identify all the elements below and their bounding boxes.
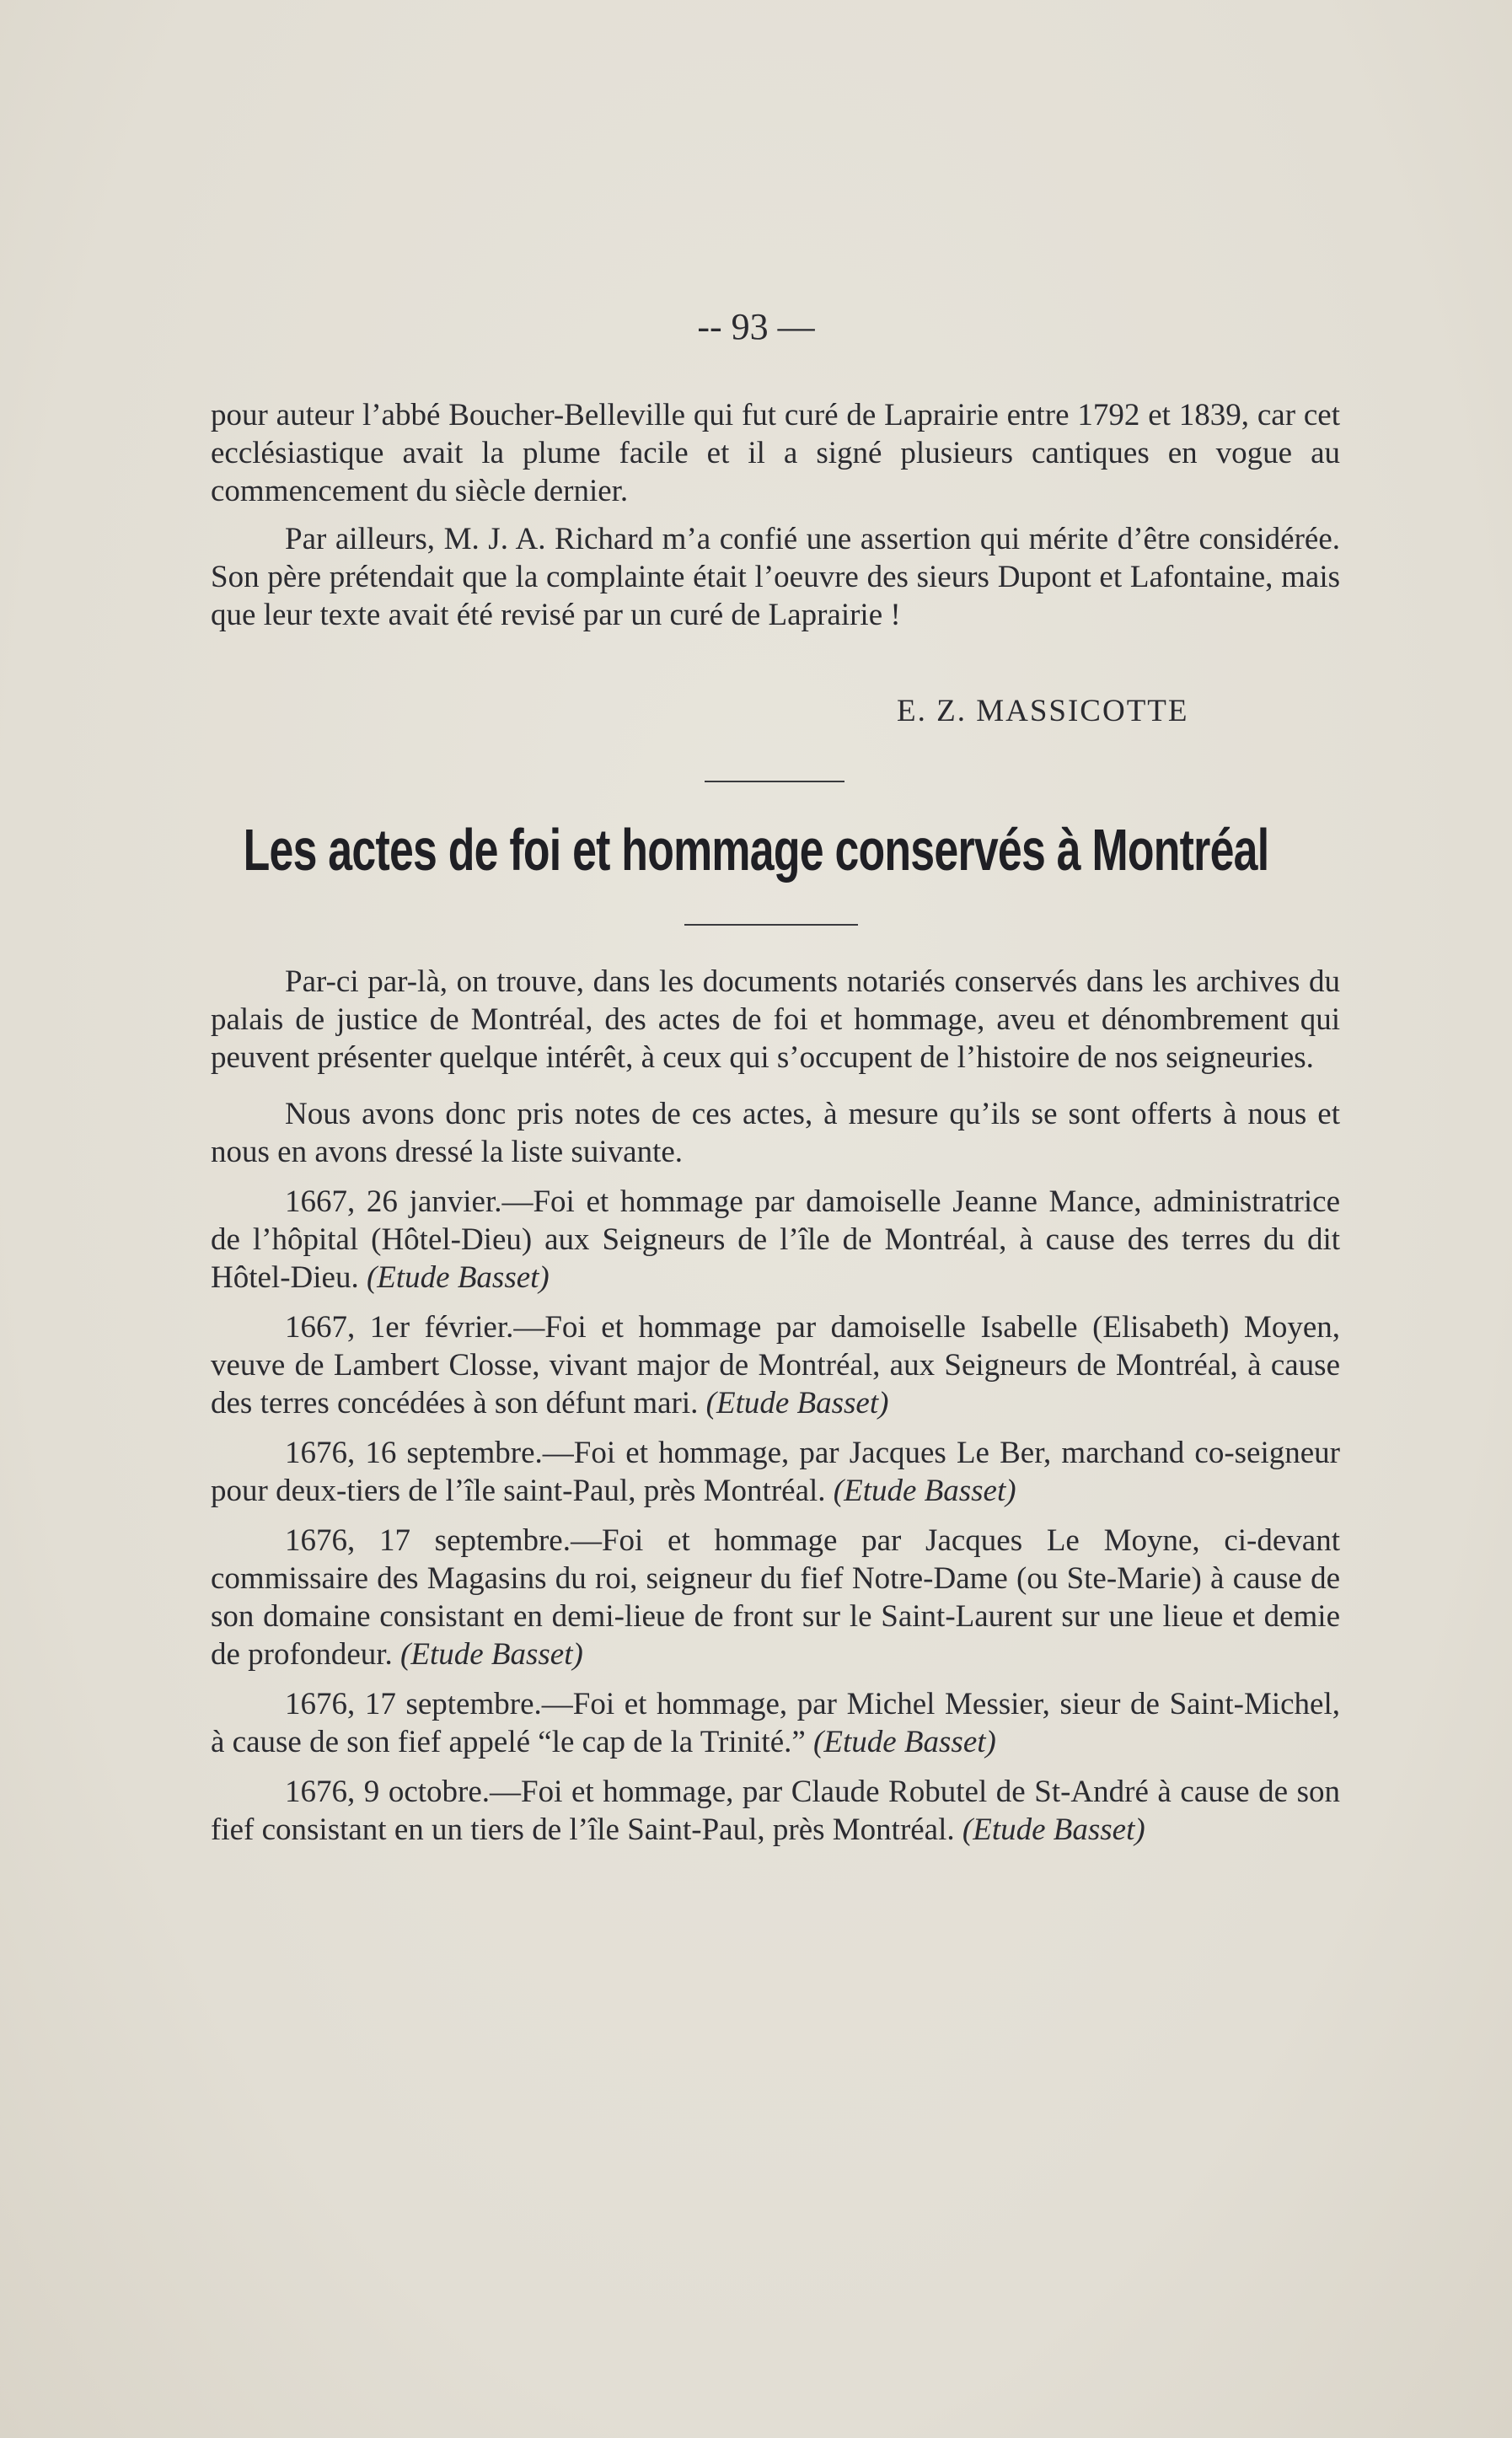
section-divider xyxy=(705,781,844,782)
author-signature: E. Z. MASSICOTTE xyxy=(897,694,1189,728)
entry-text: 1676, 16 septembre.—Foi et hommage, par Jacques Le Ber, marchand co-seigneur pour deux-tiers de l’île saint-Paul, près Montréal. xyxy=(211,1436,1340,1508)
article-body xyxy=(211,963,1340,1849)
entry-item xyxy=(211,1685,1340,1761)
entry-text: 1676, 9 octobre.—Foi et hommage, par Claude Robutel de St-André à cause de son fief consistant en un tiers de l’île Saint-Paul, près Montréal. xyxy=(211,1775,1340,1847)
entry-text: 1667, 26 janvier.—Foi et hommage par damoiselle Jeanne Mance, administratrice de l’hôpital (Hôtel-Dieu) aux Seigneurs de l’île de Montréal, à cause des terres du dit Hôtel-Dieu. xyxy=(211,1184,1340,1295)
intro-text xyxy=(211,396,1340,634)
page-number: -- 93 — xyxy=(697,306,815,347)
entry-citation: (Etude Basset) xyxy=(962,1812,1145,1847)
entry-citation: (Etude Basset) xyxy=(705,1386,889,1420)
entry-item xyxy=(211,1434,1340,1510)
intro-paragraph-1: pour auteur l’abbé Boucher-Belleville qui fut curé de Laprairie entre 1792 et 1839, car cet ecclésiastique avait la plume facile et il a signé plusieurs cantiques en vogue au commencement du siècle dernier. xyxy=(211,398,1340,508)
entry-text: 1676, 17 septembre.—Foi et hommage, par Michel Messier, sieur de Saint-Michel, à cause de son fief appelé “le cap de la Trinité.” xyxy=(211,1687,1340,1759)
entry-text: 1667, 1er février.—Foi et hommage par damoiselle Isabelle (Elisabeth) Moyen, veuve de Lambert Closse, vivant major de Montréal, aux Seigneurs de Montréal, à cause des terres concédées à son défunt mari. xyxy=(211,1310,1340,1420)
entry-citation: (Etude Basset) xyxy=(400,1637,583,1672)
entry-item xyxy=(211,1308,1340,1422)
entry-citation: (Etude Basset) xyxy=(366,1260,550,1295)
title-underline xyxy=(684,924,858,926)
article-paragraph-2: Nous avons donc pris notes de ces actes, à mesure qu’ils se sont offerts à nous et nous en avons dressé la liste suivante. xyxy=(211,1097,1340,1169)
article-paragraph-1: Par-ci par-là, on trouve, dans les documents notariés conservés dans les archives du palais de justice de Montréal, des actes de foi et hommage, aveu et dénombrement qui peuvent présenter quelque intérêt, à ceux qui s’occupent de l’histoire de nos seigneuries. xyxy=(211,964,1340,1075)
article-title: Les actes de foi et hommage conservés à Montréal xyxy=(243,817,1269,883)
entry-item xyxy=(211,1773,1340,1849)
entry-item xyxy=(211,1522,1340,1673)
entry-text: 1676, 17 septembre.—Foi et hommage par Jacques Le Moyne, ci-devant commissaire des Magasins du roi, seigneur du fief Notre-Dame (ou Ste-Marie) à cause de son domaine consistant en demi-lieue de front sur le Saint-Laurent sur une lieue et demie de profondeur. xyxy=(211,1523,1340,1672)
entry-item xyxy=(211,1183,1340,1297)
intro-paragraph-2: Par ailleurs, M. J. A. Richard m’a confié une assertion qui mérite d’être considérée. Son père prétendait que la complainte était l’oeuvre des sieurs Dupont et Lafontaine, mais que leur texte avait été revisé par un curé de Laprairie ! xyxy=(211,522,1340,632)
entry-citation: (Etude Basset) xyxy=(813,1725,996,1759)
entry-citation: (Etude Basset) xyxy=(833,1474,1016,1508)
